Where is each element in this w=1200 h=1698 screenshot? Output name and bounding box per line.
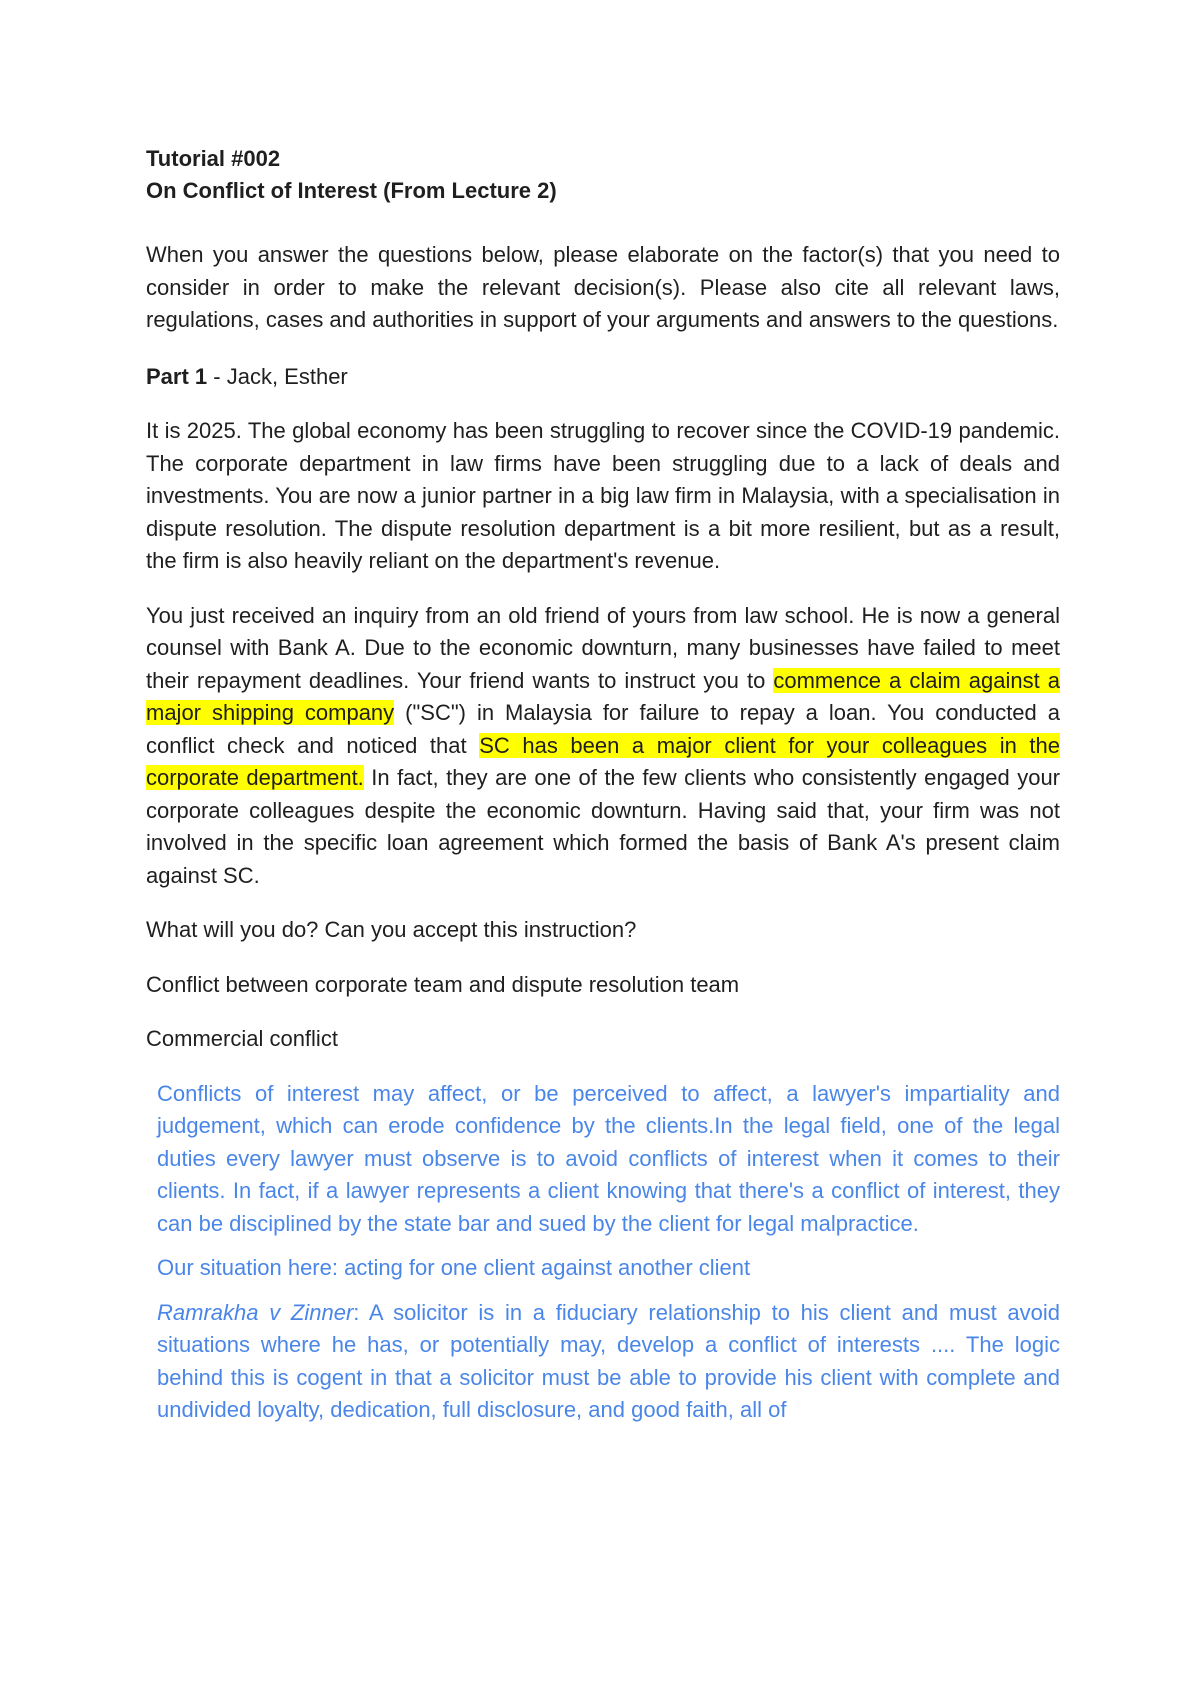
instructions-paragraph: When you answer the questions below, please elaborate on the factor(s) that you need to consider in order to make the relevant decision(s). Please also cite all relevant laws, regulations, cases and authorities in support of your arguments and answers to the questions. [146, 242, 1060, 332]
case-text: : A solicitor is in a fiduciary relationship to his client and must avoid situations where he has, or potentially may, develop a conflict of interests .... The logic behind this is cogent in that a solicitor must be able to provide his client with complete and undivided loyalty, dedication, full disclosure, and good faith, all of [157, 1299, 1060, 1422]
case-name: Ramrakha v Zinner [157, 1299, 354, 1325]
part-label: Part 1 [146, 363, 208, 389]
question-text: What will you do? Can you accept this instruction? [146, 917, 637, 942]
tutorial-title: Tutorial #002 [146, 146, 281, 171]
note-commercial-conflict: Commercial conflict [146, 1026, 338, 1051]
answer-paragraph-1: Conflicts of interest may affect, or be perceived to affect, a lawyer's impartiality and judgement, which can erode confidence by the clients.In the legal field, one of the legal duties every lawyer must observe is to avoid conflicts of interest when it comes to their clients. In fact, if a lawyer represents a client knowing that there's a conflict of interest, they can be disciplined by the state bar and sued by the client for legal malpractice. [157, 1080, 1060, 1236]
scenario-paragraph-2 [146, 600, 1060, 893]
scenario-text-c: In fact, they are one of the few clients who consistently engaged your corporate colleagues despite the economic downturn. Having said that, your firm was not involved in the specific loan agreement which formed the basis of Bank A's present claim against SC. [146, 765, 1061, 888]
note-conflict-teams: Conflict between corporate team and dispute resolution team [146, 971, 740, 997]
highlight-sc-client: SC has been a major client for your colleagues in the corporate department. [146, 732, 1060, 790]
scenario-paragraph-1: It is 2025. The global economy has been struggling to recover since the COVID-19 pandemic. The corporate department in law firms have been struggling due to a lack of deals and investments. You are now a junior partner in a big law firm in Malaysia, with a specialisation in dispute resolution. The dispute resolution department is a bit more resilient, but as a result, the firm is also heavily reliant on the department's revenue. [146, 418, 1060, 573]
scenario-text-a: You just received an inquiry from an old friend of yours from law school. He is now a general counsel with Bank A. Due to the economic downturn, many businesses have failed to meet their repayment deadlines. Your friend wants to instruct you to [146, 602, 1060, 693]
answer-paragraph-3 [157, 1297, 1060, 1427]
answer-paragraph-2: Our situation here: acting for one client against another client [157, 1255, 751, 1280]
highlight-claim: commence a claim against a major shipping company [146, 667, 1060, 725]
tutorial-subtitle: On Conflict of Interest (From Lecture 2) [146, 178, 557, 203]
scenario-text-b: ("SC") in Malaysia for failure to repay a loan. You conducted a conflict check and noticed that [146, 700, 1060, 758]
part-heading [146, 361, 1060, 394]
part-names: - Jack, Esther [207, 363, 348, 389]
